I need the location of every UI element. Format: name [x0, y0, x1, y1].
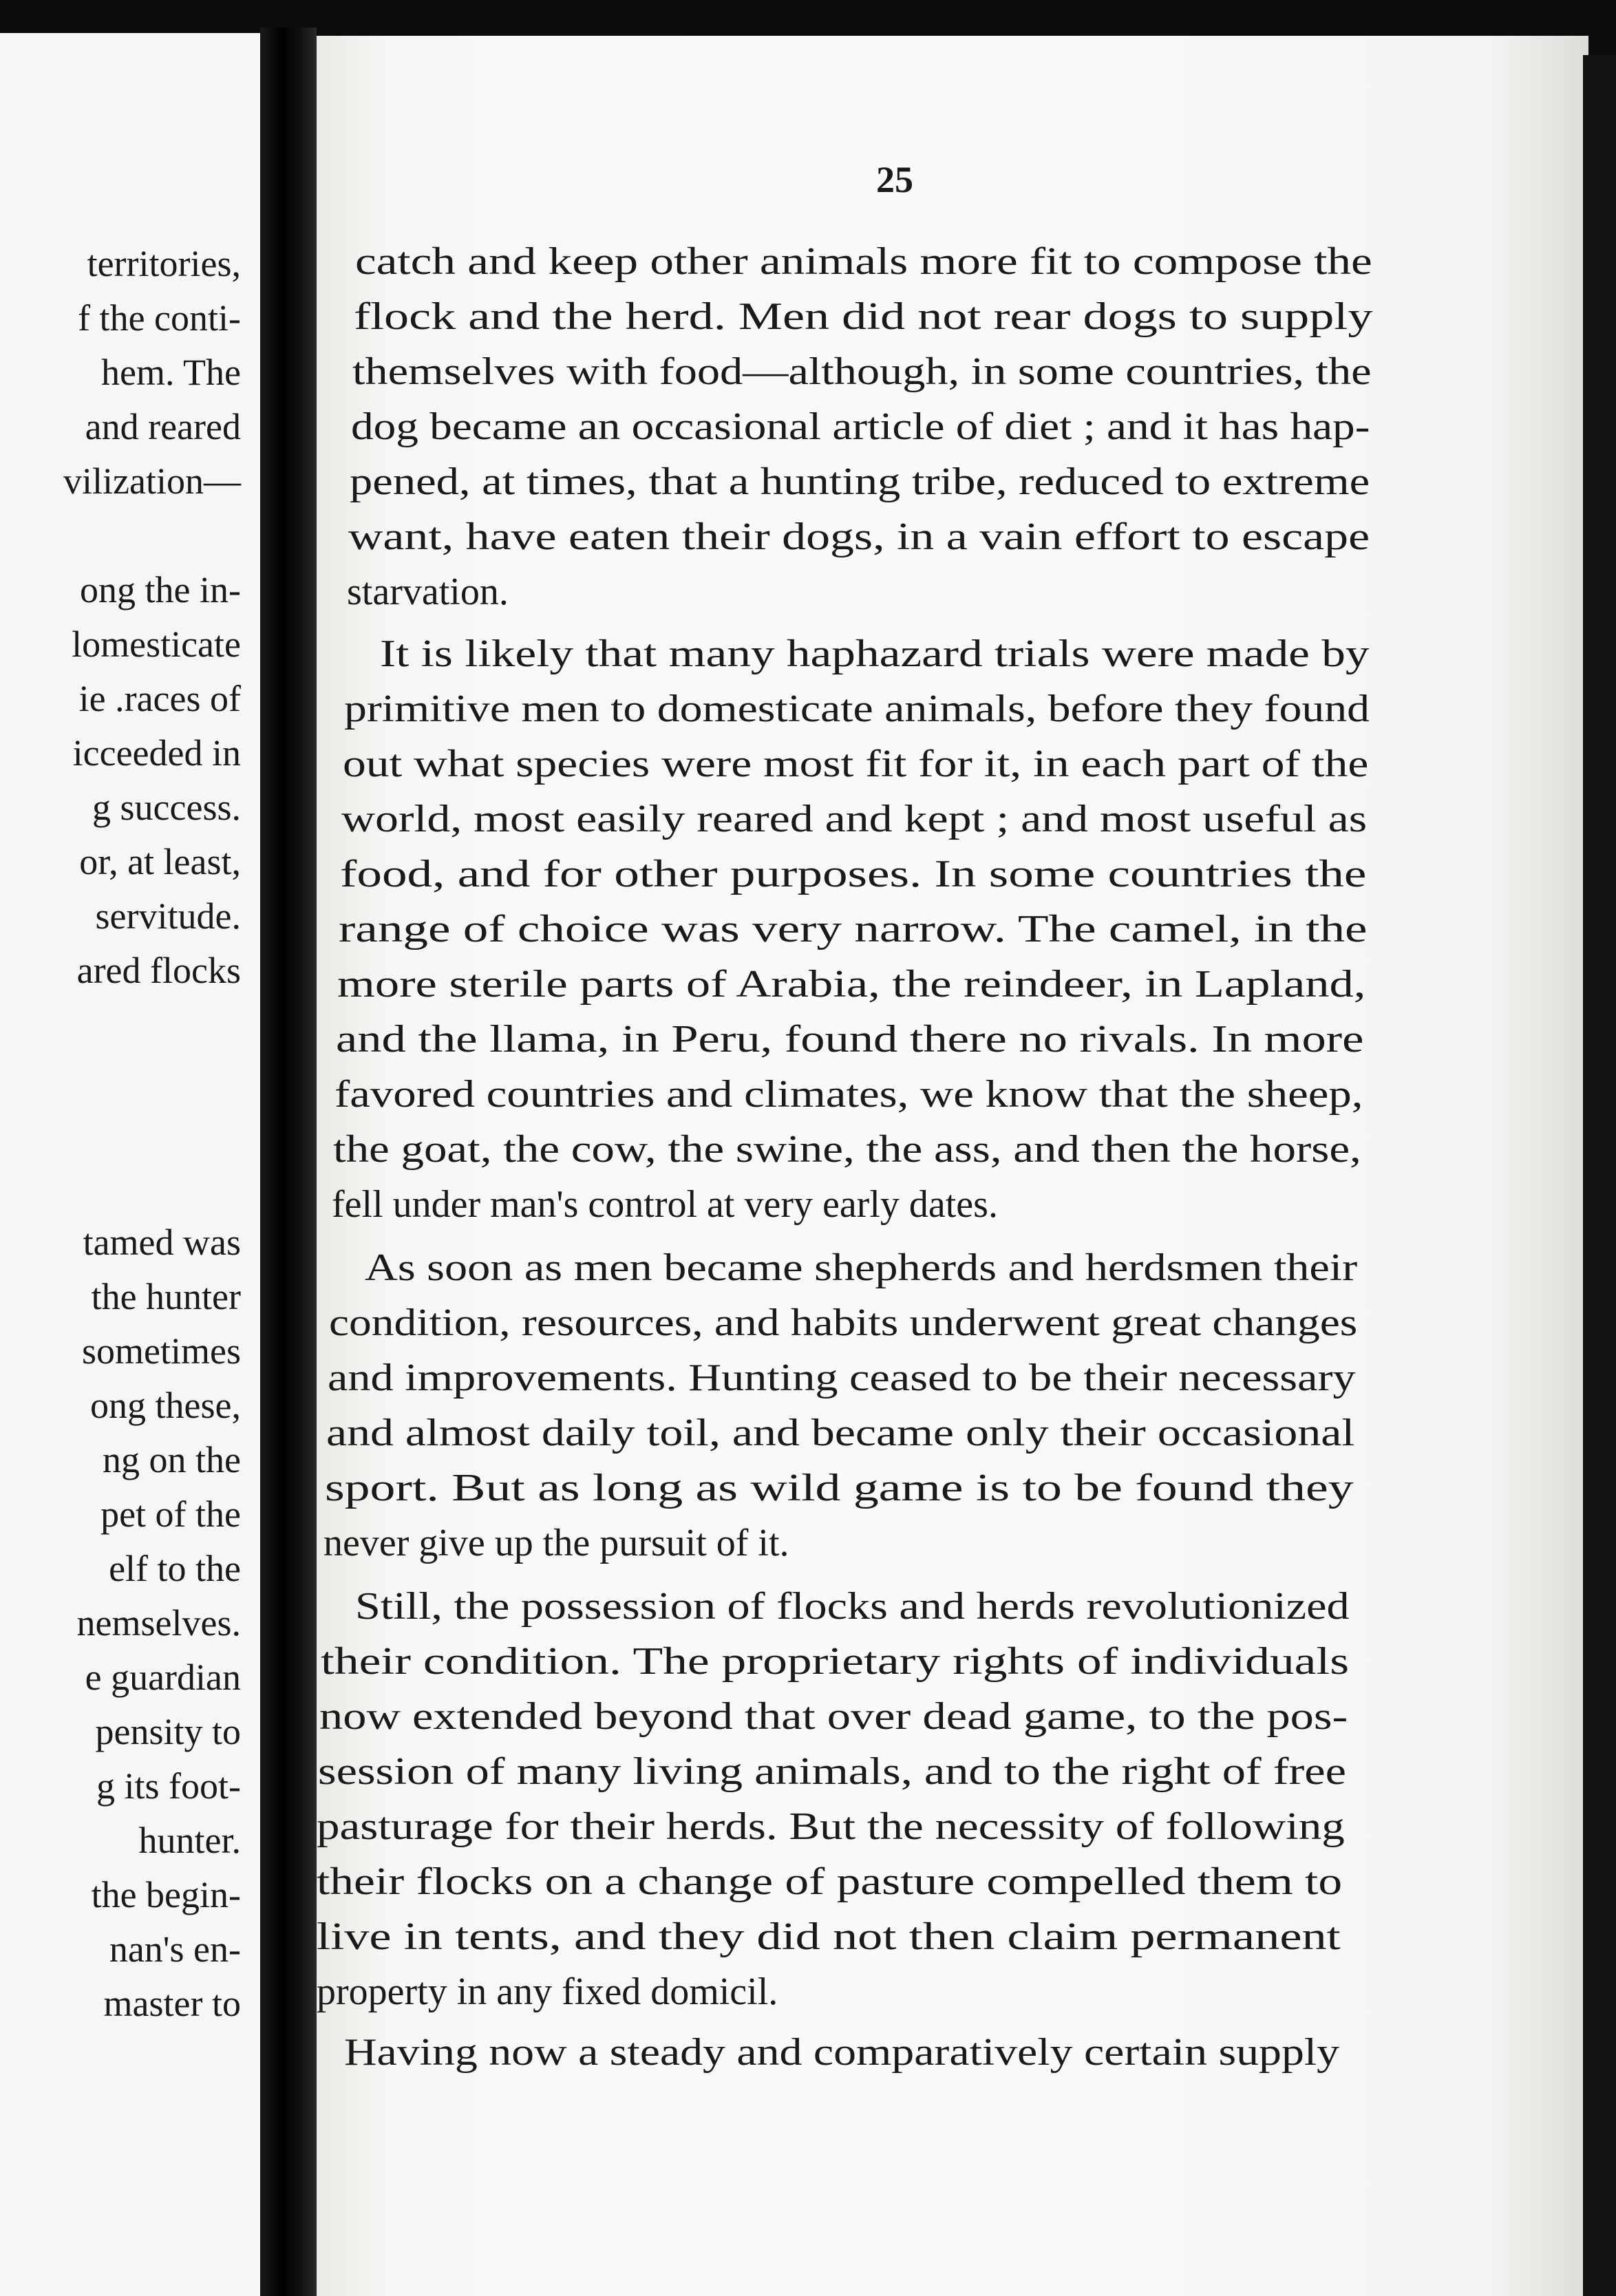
- left-line: pensity to: [95, 1711, 241, 1752]
- left-line: the begin-: [91, 1874, 241, 1915]
- text-line: out what species were most fit for it, in each part of the: [343, 743, 1369, 785]
- text-line: dog became an occasional article of diet ; and it has hap-: [351, 405, 1370, 448]
- text-line: their flocks on a change of pasture compelled them to: [317, 1860, 1343, 1903]
- text-line: Having now a steady and comparatively certain supply: [344, 2031, 1340, 2074]
- left-line: ng on the: [103, 1439, 241, 1480]
- text-line: live in tents, and they did not then claim permanent: [317, 1915, 1341, 1958]
- right-page: [317, 36, 1588, 2296]
- left-line: f the conti-: [78, 297, 241, 339]
- left-line: icceeded in: [72, 732, 241, 774]
- text-line: range of choice was very narrow. The camel, in the: [339, 908, 1368, 950]
- left-line: ared flocks: [76, 950, 241, 991]
- text-line: pasturage for their herds. But the necessity of following: [317, 1805, 1345, 1848]
- left-line: ong these,: [90, 1385, 241, 1426]
- text-line: themselves with food—although, in some countries, the: [352, 350, 1372, 393]
- text-line: session of many living animals, and to the right of free: [318, 1750, 1346, 1793]
- left-line: or, at least,: [79, 841, 241, 882]
- left-line: nemselves.: [76, 1602, 241, 1644]
- left-line: pet of the: [100, 1494, 241, 1535]
- text-line: catch and keep other animals more fit to compose the: [355, 240, 1372, 283]
- text-line: starvation.: [347, 571, 509, 613]
- left-line: the hunter: [91, 1276, 241, 1317]
- text-line: As soon as men became shepherds and herdsmen their: [365, 1246, 1358, 1289]
- text-line: and the llama, in Peru, found there no rivals. In more: [336, 1018, 1364, 1061]
- left-line: hunter.: [138, 1820, 241, 1861]
- text-line: world, most easily reared and kept ; and most useful as: [341, 798, 1368, 840]
- text-line: condition, resources, and habits underwent great changes: [329, 1301, 1358, 1344]
- left-line: vilization—: [63, 460, 241, 502]
- left-line: master to: [103, 1983, 241, 2024]
- text-line: property in any fixed domicil.: [317, 1970, 778, 2013]
- left-line: sometimes: [82, 1330, 241, 1372]
- text-line: their condition. The proprietary rights of individuals: [321, 1640, 1350, 1683]
- text-line: and almost daily toil, and became only their occasional: [326, 1412, 1355, 1454]
- text-line: fell under man's control at very early dates.: [332, 1183, 998, 1226]
- text-line: favored countries and climates, we know that the sheep,: [334, 1073, 1363, 1116]
- text-line: and improvements. Hunting ceased to be their necessary: [328, 1357, 1356, 1399]
- left-line: elf to the: [109, 1548, 241, 1589]
- text-line: the goat, the cow, the swine, the ass, and then the horse,: [333, 1128, 1361, 1171]
- text-line: want, have eaten their dogs, in a vain effort to escape: [348, 515, 1370, 558]
- right-page-text: [317, 36, 1588, 2296]
- text-line: Still, the possession of flocks and herds revolutionized: [355, 1585, 1350, 1628]
- text-line: sport. But as long as wild game is to be found they: [325, 1467, 1354, 1509]
- left-line: g its foot-: [96, 1765, 241, 1807]
- text-line: flock and the herd. Men did not rear dogs to supply: [354, 295, 1373, 338]
- text-line: food, and for other purposes. In some countries the: [340, 853, 1367, 895]
- page-number: 25: [876, 159, 913, 200]
- left-line: lomesticate: [72, 624, 241, 665]
- left-line: e guardian: [85, 1657, 241, 1698]
- book-edge: [1583, 55, 1616, 2296]
- text-line: never give up the pursuit of it.: [323, 1522, 789, 1564]
- left-line: nan's en-: [109, 1928, 241, 1970]
- left-page: [0, 33, 260, 2296]
- left-line: hem. The: [101, 352, 241, 393]
- text-line: It is likely that many haphazard trials were made by: [380, 633, 1370, 675]
- left-line: ie .races of: [78, 678, 241, 719]
- text-line: more sterile parts of Arabia, the reindeer, in Lapland,: [337, 963, 1366, 1006]
- left-line: g success.: [92, 787, 241, 828]
- text-line: primitive men to domesticate animals, before they found: [344, 688, 1370, 730]
- book-gutter: [260, 28, 317, 2296]
- left-line: servitude.: [95, 895, 241, 937]
- left-line: tamed was: [83, 1222, 241, 1263]
- left-line: and reared: [85, 406, 241, 447]
- left-line: ong the in-: [80, 569, 241, 610]
- text-line: now extended beyond that over dead game, to the pos-: [319, 1695, 1348, 1738]
- text-line: pened, at times, that a hunting tribe, reduced to extreme: [350, 460, 1370, 503]
- left-line: territories,: [87, 243, 241, 284]
